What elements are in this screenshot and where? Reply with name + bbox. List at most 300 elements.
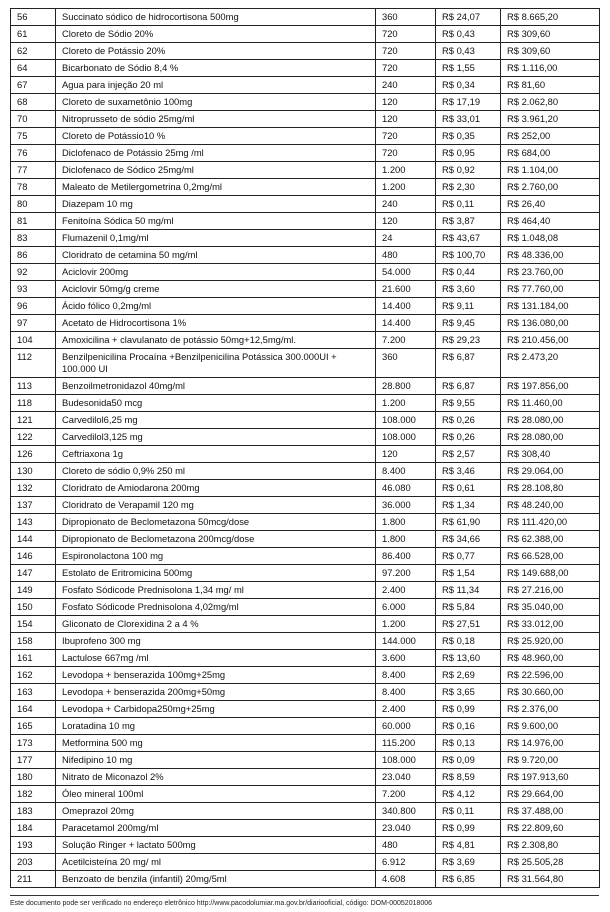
- item-quantity-cell: 60.000: [376, 718, 436, 735]
- table-row: [11, 582, 600, 599]
- item-unit-price-cell: R$ 6,87: [436, 378, 501, 395]
- item-total-cell: R$ 23.760,00: [501, 264, 600, 281]
- item-code-cell: 180: [11, 769, 56, 786]
- item-total-cell: R$ 1.048,08: [501, 230, 600, 247]
- table-row: [11, 412, 600, 429]
- item-description-cell: Levodopa + benserazida 200mg+50mg: [56, 684, 376, 701]
- item-quantity-cell: 120: [376, 213, 436, 230]
- item-code-cell: 158: [11, 633, 56, 650]
- item-description-cell: Nifedipino 10 mg: [56, 752, 376, 769]
- items-table: [10, 8, 600, 888]
- item-code-cell: 86: [11, 247, 56, 264]
- item-code-cell: 126: [11, 446, 56, 463]
- item-description-cell: Agua para injeção 20 ml: [56, 77, 376, 94]
- item-description-cell: Carvedilol3,125 mg: [56, 429, 376, 446]
- item-code-cell: 150: [11, 599, 56, 616]
- item-description-cell: Ácido fólico 0,2mg/ml: [56, 298, 376, 315]
- item-code-cell: 81: [11, 213, 56, 230]
- item-unit-price-cell: R$ 9,11: [436, 298, 501, 315]
- item-quantity-cell: 720: [376, 145, 436, 162]
- item-description-cell: Aciclovir 200mg: [56, 264, 376, 281]
- item-unit-price-cell: R$ 9,55: [436, 395, 501, 412]
- item-code-cell: 203: [11, 854, 56, 871]
- item-total-cell: R$ 25.505,28: [501, 854, 600, 871]
- item-total-cell: R$ 309,60: [501, 26, 600, 43]
- item-unit-price-cell: R$ 1,34: [436, 497, 501, 514]
- item-quantity-cell: 21.600: [376, 281, 436, 298]
- item-quantity-cell: 1.200: [376, 179, 436, 196]
- item-code-cell: 143: [11, 514, 56, 531]
- item-quantity-cell: 14.400: [376, 315, 436, 332]
- item-quantity-cell: 24: [376, 230, 436, 247]
- item-description-cell: Solução Ringer + lactato 500mg: [56, 837, 376, 854]
- item-total-cell: R$ 30.660,00: [501, 684, 600, 701]
- table-row: [11, 837, 600, 854]
- item-description-cell: Fenitoína Sódica 50 mg/ml: [56, 213, 376, 230]
- item-unit-price-cell: R$ 6,87: [436, 349, 501, 378]
- item-quantity-cell: 23.040: [376, 820, 436, 837]
- item-description-cell: Ceftriaxona 1g: [56, 446, 376, 463]
- item-total-cell: R$ 37.488,00: [501, 803, 600, 820]
- item-unit-price-cell: R$ 9,45: [436, 315, 501, 332]
- table-row: [11, 650, 600, 667]
- item-code-cell: 162: [11, 667, 56, 684]
- item-total-cell: R$ 111.420,00: [501, 514, 600, 531]
- item-unit-price-cell: R$ 0,26: [436, 429, 501, 446]
- item-quantity-cell: 240: [376, 196, 436, 213]
- item-total-cell: R$ 8.665,20: [501, 9, 600, 26]
- item-total-cell: R$ 2.760,00: [501, 179, 600, 196]
- item-quantity-cell: 720: [376, 128, 436, 145]
- item-total-cell: R$ 28.080,00: [501, 412, 600, 429]
- table-row: [11, 633, 600, 650]
- table-row: [11, 395, 600, 412]
- item-quantity-cell: 1.200: [376, 395, 436, 412]
- item-unit-price-cell: R$ 0,16: [436, 718, 501, 735]
- item-unit-price-cell: R$ 0,77: [436, 548, 501, 565]
- table-row: [11, 514, 600, 531]
- item-total-cell: R$ 26,40: [501, 196, 600, 213]
- item-total-cell: R$ 9.600,00: [501, 718, 600, 735]
- item-unit-price-cell: R$ 4,81: [436, 837, 501, 854]
- table-row: [11, 196, 600, 213]
- item-total-cell: R$ 197.856,00: [501, 378, 600, 395]
- item-quantity-cell: 1.800: [376, 531, 436, 548]
- item-total-cell: R$ 464,40: [501, 213, 600, 230]
- table-row: [11, 786, 600, 803]
- item-unit-price-cell: R$ 0,44: [436, 264, 501, 281]
- table-row: [11, 684, 600, 701]
- table-row: [11, 349, 600, 378]
- item-unit-price-cell: R$ 1,54: [436, 565, 501, 582]
- table-row: [11, 230, 600, 247]
- table-row: [11, 480, 600, 497]
- table-row: [11, 497, 600, 514]
- item-total-cell: R$ 29.064,00: [501, 463, 600, 480]
- item-description-cell: Budesonida50 mcg: [56, 395, 376, 412]
- item-code-cell: 183: [11, 803, 56, 820]
- item-total-cell: R$ 66.528,00: [501, 548, 600, 565]
- item-description-cell: Benzoato de benzila (infantil) 20mg/5ml: [56, 871, 376, 888]
- item-quantity-cell: 480: [376, 837, 436, 854]
- item-code-cell: 93: [11, 281, 56, 298]
- table-row: [11, 26, 600, 43]
- item-description-cell: Benzilpenicilina Procaína +Benzilpenicilina Potássica 300.000UI + 100.000 UI: [56, 349, 376, 378]
- item-quantity-cell: 14.400: [376, 298, 436, 315]
- item-description-cell: Acetato de Hidrocortisona 1%: [56, 315, 376, 332]
- item-description-cell: Cloridrato de Amiodarona 200mg: [56, 480, 376, 497]
- item-unit-price-cell: R$ 6,85: [436, 871, 501, 888]
- item-unit-price-cell: R$ 3,46: [436, 463, 501, 480]
- item-total-cell: R$ 28.108,80: [501, 480, 600, 497]
- item-total-cell: R$ 77.760,00: [501, 281, 600, 298]
- item-description-cell: Cloridrato de cetamina 50 mg/ml: [56, 247, 376, 264]
- item-unit-price-cell: R$ 3,65: [436, 684, 501, 701]
- item-quantity-cell: 720: [376, 60, 436, 77]
- item-unit-price-cell: R$ 5,84: [436, 599, 501, 616]
- table-row: [11, 162, 600, 179]
- item-code-cell: 78: [11, 179, 56, 196]
- table-row: [11, 599, 600, 616]
- item-description-cell: Cloreto de sódio 0,9% 250 ml: [56, 463, 376, 480]
- item-description-cell: Benzoilmetronidazol 40mg/ml: [56, 378, 376, 395]
- item-description-cell: Maleato de Metilergometrina 0,2mg/ml: [56, 179, 376, 196]
- table-row: [11, 298, 600, 315]
- item-unit-price-cell: R$ 17,19: [436, 94, 501, 111]
- item-code-cell: 121: [11, 412, 56, 429]
- item-code-cell: 112: [11, 349, 56, 378]
- item-description-cell: Nitrato de Miconazol 2%: [56, 769, 376, 786]
- item-description-cell: Cloreto de Potássio10 %: [56, 128, 376, 145]
- item-quantity-cell: 28.800: [376, 378, 436, 395]
- item-description-cell: Diclofenaco de Potássio 25mg /ml: [56, 145, 376, 162]
- item-unit-price-cell: R$ 3,60: [436, 281, 501, 298]
- item-code-cell: 184: [11, 820, 56, 837]
- item-code-cell: 165: [11, 718, 56, 735]
- item-quantity-cell: 108.000: [376, 752, 436, 769]
- table-row: [11, 43, 600, 60]
- item-total-cell: R$ 197.913,60: [501, 769, 600, 786]
- item-unit-price-cell: R$ 0,43: [436, 26, 501, 43]
- item-description-cell: Óleo mineral 100ml: [56, 786, 376, 803]
- item-unit-price-cell: R$ 0,34: [436, 77, 501, 94]
- table-row: [11, 94, 600, 111]
- item-quantity-cell: 2.400: [376, 582, 436, 599]
- item-code-cell: 67: [11, 77, 56, 94]
- table-row: [11, 803, 600, 820]
- item-total-cell: R$ 31.564,80: [501, 871, 600, 888]
- item-total-cell: R$ 81,60: [501, 77, 600, 94]
- table-row: [11, 769, 600, 786]
- item-code-cell: 75: [11, 128, 56, 145]
- item-code-cell: 161: [11, 650, 56, 667]
- item-description-cell: Diclofenaco de Sódico 25mg/ml: [56, 162, 376, 179]
- item-quantity-cell: 8.400: [376, 463, 436, 480]
- item-description-cell: Fosfato Sódicode Prednisolona 1,34 mg/ ml: [56, 582, 376, 599]
- item-code-cell: 130: [11, 463, 56, 480]
- item-total-cell: R$ 11.460,00: [501, 395, 600, 412]
- table-row: [11, 315, 600, 332]
- item-quantity-cell: 86.400: [376, 548, 436, 565]
- item-code-cell: 193: [11, 837, 56, 854]
- table-row: [11, 565, 600, 582]
- item-description-cell: Acetilcisteína 20 mg/ ml: [56, 854, 376, 871]
- item-description-cell: Loratadina 10 mg: [56, 718, 376, 735]
- item-quantity-cell: 23.040: [376, 769, 436, 786]
- item-quantity-cell: 480: [376, 247, 436, 264]
- item-quantity-cell: 144.000: [376, 633, 436, 650]
- item-unit-price-cell: R$ 0,11: [436, 803, 501, 820]
- table-row: [11, 332, 600, 349]
- item-unit-price-cell: R$ 2,30: [436, 179, 501, 196]
- item-code-cell: 132: [11, 480, 56, 497]
- item-description-cell: Aciclovir 50mg/g creme: [56, 281, 376, 298]
- item-quantity-cell: 720: [376, 26, 436, 43]
- item-total-cell: R$ 1.116,00: [501, 60, 600, 77]
- item-unit-price-cell: R$ 0,43: [436, 43, 501, 60]
- item-description-cell: Cloreto de Sódio 20%: [56, 26, 376, 43]
- item-total-cell: R$ 48.240,00: [501, 497, 600, 514]
- table-row: [11, 854, 600, 871]
- item-total-cell: R$ 1.104,00: [501, 162, 600, 179]
- item-description-cell: Paracetamol 200mg/ml: [56, 820, 376, 837]
- item-code-cell: 92: [11, 264, 56, 281]
- item-code-cell: 80: [11, 196, 56, 213]
- item-quantity-cell: 108.000: [376, 429, 436, 446]
- item-description-cell: Cloreto de Potássio 20%: [56, 43, 376, 60]
- table-row: [11, 128, 600, 145]
- item-description-cell: Gliconato de Clorexidina 2 a 4 %: [56, 616, 376, 633]
- item-description-cell: Amoxicilina + clavulanato de potássio 50mg+12,5mg/ml.: [56, 332, 376, 349]
- item-description-cell: Carvedilol6,25 mg: [56, 412, 376, 429]
- item-unit-price-cell: R$ 2,57: [436, 446, 501, 463]
- item-quantity-cell: 360: [376, 9, 436, 26]
- item-description-cell: Diazepam 10 mg: [56, 196, 376, 213]
- item-quantity-cell: 240: [376, 77, 436, 94]
- items-table-body: [11, 9, 600, 888]
- item-unit-price-cell: R$ 0,35: [436, 128, 501, 145]
- item-total-cell: R$ 29.664,00: [501, 786, 600, 803]
- item-unit-price-cell: R$ 0,99: [436, 701, 501, 718]
- item-code-cell: 177: [11, 752, 56, 769]
- item-unit-price-cell: R$ 0,09: [436, 752, 501, 769]
- item-unit-price-cell: R$ 11,34: [436, 582, 501, 599]
- item-quantity-cell: 8.400: [376, 667, 436, 684]
- item-code-cell: 70: [11, 111, 56, 128]
- item-unit-price-cell: R$ 4,12: [436, 786, 501, 803]
- item-quantity-cell: 6.000: [376, 599, 436, 616]
- table-row: [11, 264, 600, 281]
- item-total-cell: R$ 62.388,00: [501, 531, 600, 548]
- table-row: [11, 718, 600, 735]
- item-total-cell: R$ 2.376,00: [501, 701, 600, 718]
- item-code-cell: 144: [11, 531, 56, 548]
- item-quantity-cell: 120: [376, 111, 436, 128]
- item-total-cell: R$ 22.809,60: [501, 820, 600, 837]
- item-quantity-cell: 1.800: [376, 514, 436, 531]
- item-quantity-cell: 6.912: [376, 854, 436, 871]
- item-total-cell: R$ 48.960,00: [501, 650, 600, 667]
- item-quantity-cell: 46.080: [376, 480, 436, 497]
- table-row: [11, 429, 600, 446]
- item-code-cell: 97: [11, 315, 56, 332]
- table-row: [11, 463, 600, 480]
- item-description-cell: Levodopa + Carbidopa250mg+25mg: [56, 701, 376, 718]
- item-total-cell: R$ 14.976,00: [501, 735, 600, 752]
- item-description-cell: Ibuprofeno 300 mg: [56, 633, 376, 650]
- item-code-cell: 64: [11, 60, 56, 77]
- item-unit-price-cell: R$ 100,70: [436, 247, 501, 264]
- table-row: [11, 548, 600, 565]
- table-row: [11, 531, 600, 548]
- item-quantity-cell: 36.000: [376, 497, 436, 514]
- item-total-cell: R$ 149.688,00: [501, 565, 600, 582]
- item-description-cell: Espironolactona 100 mg: [56, 548, 376, 565]
- footer: [10, 895, 599, 908]
- table-row: [11, 213, 600, 230]
- item-total-cell: R$ 2.473,20: [501, 349, 600, 378]
- item-total-cell: R$ 28.080,00: [501, 429, 600, 446]
- table-row: [11, 247, 600, 264]
- item-code-cell: 154: [11, 616, 56, 633]
- item-code-cell: 77: [11, 162, 56, 179]
- item-quantity-cell: 7.200: [376, 786, 436, 803]
- item-quantity-cell: 7.200: [376, 332, 436, 349]
- item-quantity-cell: 115.200: [376, 735, 436, 752]
- table-row: [11, 701, 600, 718]
- item-description-cell: Succinato sódico de hidrocortisona 500mg: [56, 9, 376, 26]
- item-total-cell: R$ 25.920,00: [501, 633, 600, 650]
- item-quantity-cell: 2.400: [376, 701, 436, 718]
- item-code-cell: 163: [11, 684, 56, 701]
- item-code-cell: 137: [11, 497, 56, 514]
- item-unit-price-cell: R$ 3,87: [436, 213, 501, 230]
- item-quantity-cell: 3.600: [376, 650, 436, 667]
- item-description-cell: Dipropionato de Beclometazona 200mcg/dose: [56, 531, 376, 548]
- item-code-cell: 146: [11, 548, 56, 565]
- table-row: [11, 446, 600, 463]
- table-row: [11, 60, 600, 77]
- item-total-cell: R$ 27.216,00: [501, 582, 600, 599]
- item-unit-price-cell: R$ 61,90: [436, 514, 501, 531]
- item-unit-price-cell: R$ 27,51: [436, 616, 501, 633]
- item-unit-price-cell: R$ 0,61: [436, 480, 501, 497]
- table-row: [11, 871, 600, 888]
- item-quantity-cell: 1.200: [376, 162, 436, 179]
- item-quantity-cell: 8.400: [376, 684, 436, 701]
- item-unit-price-cell: R$ 0,99: [436, 820, 501, 837]
- item-unit-price-cell: R$ 0,92: [436, 162, 501, 179]
- item-total-cell: R$ 210.456,00: [501, 332, 600, 349]
- item-description-cell: Omeprazol 20mg: [56, 803, 376, 820]
- item-unit-price-cell: R$ 0,13: [436, 735, 501, 752]
- item-code-cell: 61: [11, 26, 56, 43]
- item-quantity-cell: 720: [376, 43, 436, 60]
- item-unit-price-cell: R$ 24,07: [436, 9, 501, 26]
- item-code-cell: 96: [11, 298, 56, 315]
- table-row: [11, 735, 600, 752]
- item-unit-price-cell: R$ 0,26: [436, 412, 501, 429]
- item-unit-price-cell: R$ 3,69: [436, 854, 501, 871]
- item-unit-price-cell: R$ 43,67: [436, 230, 501, 247]
- item-total-cell: R$ 2.062,80: [501, 94, 600, 111]
- item-total-cell: R$ 684,00: [501, 145, 600, 162]
- item-total-cell: R$ 22.596,00: [501, 667, 600, 684]
- table-row: [11, 111, 600, 128]
- item-description-cell: Cloridrato de Verapamil 120 mg: [56, 497, 376, 514]
- item-total-cell: R$ 3.961,20: [501, 111, 600, 128]
- item-description-cell: Bicarbonato de Sódio 8,4 %: [56, 60, 376, 77]
- item-quantity-cell: 340.800: [376, 803, 436, 820]
- item-total-cell: R$ 309,60: [501, 43, 600, 60]
- item-unit-price-cell: R$ 2,69: [436, 667, 501, 684]
- item-code-cell: 147: [11, 565, 56, 582]
- item-quantity-cell: 108.000: [376, 412, 436, 429]
- table-row: [11, 281, 600, 298]
- table-row: [11, 616, 600, 633]
- item-description-cell: Fosfato Sódicode Prednisolona 4,02mg/ml: [56, 599, 376, 616]
- item-description-cell: Metformina 500 mg: [56, 735, 376, 752]
- item-unit-price-cell: R$ 0,18: [436, 633, 501, 650]
- item-unit-price-cell: R$ 33,01: [436, 111, 501, 128]
- item-quantity-cell: 97.200: [376, 565, 436, 582]
- item-total-cell: R$ 48.336,00: [501, 247, 600, 264]
- item-code-cell: 76: [11, 145, 56, 162]
- item-code-cell: 118: [11, 395, 56, 412]
- item-description-cell: Estolato de Eritromicina 500mg: [56, 565, 376, 582]
- item-quantity-cell: 120: [376, 94, 436, 111]
- item-description-cell: Cloreto de suxametônio 100mg: [56, 94, 376, 111]
- item-total-cell: R$ 252,00: [501, 128, 600, 145]
- item-total-cell: R$ 35.040,00: [501, 599, 600, 616]
- item-unit-price-cell: R$ 29,23: [436, 332, 501, 349]
- item-quantity-cell: 4.608: [376, 871, 436, 888]
- item-quantity-cell: 120: [376, 446, 436, 463]
- item-unit-price-cell: R$ 0,11: [436, 196, 501, 213]
- table-row: [11, 9, 600, 26]
- item-code-cell: 211: [11, 871, 56, 888]
- item-total-cell: R$ 308,40: [501, 446, 600, 463]
- item-total-cell: R$ 2.308,80: [501, 837, 600, 854]
- item-description-cell: Dipropionato de Beclometazona 50mcg/dose: [56, 514, 376, 531]
- item-unit-price-cell: R$ 0,95: [436, 145, 501, 162]
- item-code-cell: 62: [11, 43, 56, 60]
- item-description-cell: Nitroprusseto de sódio 25mg/ml: [56, 111, 376, 128]
- table-row: [11, 667, 600, 684]
- item-quantity-cell: 360: [376, 349, 436, 378]
- footer-verification-text: Este documento pode ser verificado no endereço eletrônico http://www.pacodolumiar.ma.gov.br/diariooficial, código: DOM-00052018006: [10, 900, 433, 907]
- item-code-cell: 122: [11, 429, 56, 446]
- item-description-cell: Lactulose 667mg /ml: [56, 650, 376, 667]
- item-code-cell: 173: [11, 735, 56, 752]
- item-unit-price-cell: R$ 34,66: [436, 531, 501, 548]
- item-total-cell: R$ 33.012,00: [501, 616, 600, 633]
- item-unit-price-cell: R$ 13,60: [436, 650, 501, 667]
- table-row: [11, 179, 600, 196]
- item-code-cell: 104: [11, 332, 56, 349]
- item-unit-price-cell: R$ 1,55: [436, 60, 501, 77]
- item-quantity-cell: 54.000: [376, 264, 436, 281]
- item-unit-price-cell: R$ 8,59: [436, 769, 501, 786]
- table-row: [11, 378, 600, 395]
- item-code-cell: 164: [11, 701, 56, 718]
- item-total-cell: R$ 9.720,00: [501, 752, 600, 769]
- table-row: [11, 820, 600, 837]
- item-code-cell: 113: [11, 378, 56, 395]
- item-description-cell: Levodopa + benserazida 100mg+25mg: [56, 667, 376, 684]
- table-row: [11, 145, 600, 162]
- item-code-cell: 83: [11, 230, 56, 247]
